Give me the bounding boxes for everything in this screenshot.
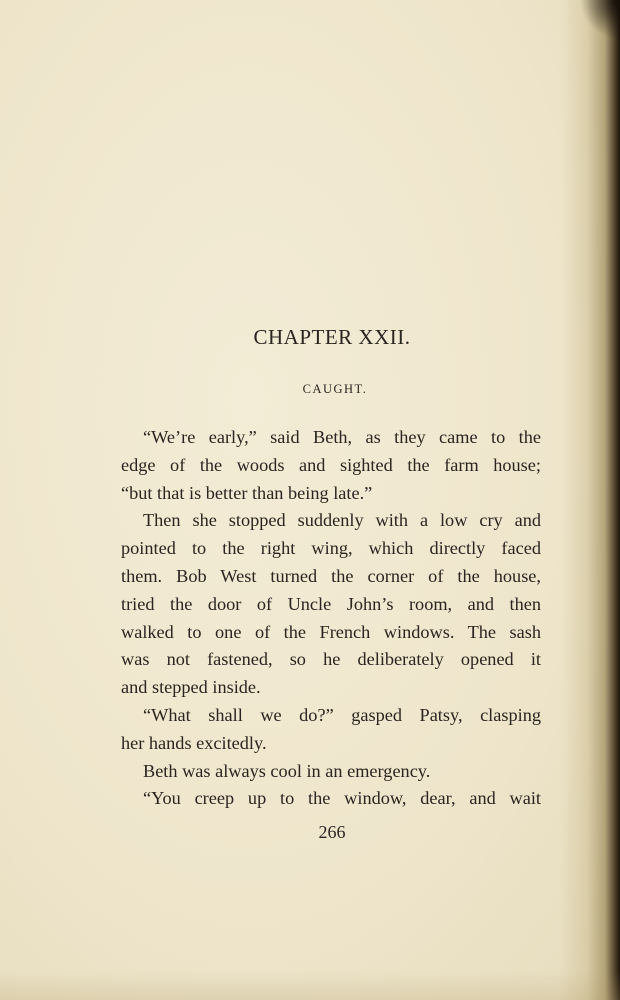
- text-line: her hands excitedly.: [121, 732, 267, 753]
- chapter-heading: [0, 325, 620, 350]
- text-line: “What shall we do?” gasped Patsy, clasping: [143, 704, 541, 725]
- text-line: Beth was always cool in an emergency.: [143, 760, 431, 781]
- book-spine-shadow: [560, 0, 620, 1000]
- page-number-wrap: [0, 822, 620, 843]
- text-line: “but that is better than being late.”: [121, 482, 373, 503]
- text-line: “You creep up to the window, dear, and wait: [143, 788, 541, 809]
- body-text: [121, 424, 541, 813]
- text-line: them. Bob West turned the corner of the house,: [121, 565, 541, 586]
- page-number: 266: [318, 822, 346, 842]
- corner-shadow: [580, 0, 620, 40]
- chapter-subtitle-wrap: [0, 382, 620, 397]
- chapter-title: CHAPTER XXII.: [253, 325, 411, 349]
- chapter-subtitle: CAUGHT.: [302, 382, 368, 396]
- text-line: and stepped inside.: [121, 677, 261, 698]
- page-bottom-edge: [0, 970, 620, 1000]
- text-line: Then she stopped suddenly with a low cry and: [143, 510, 541, 531]
- text-line: pointed to the right wing, which directly faced: [121, 538, 541, 559]
- text-line: walked to one of the French windows. The sash: [121, 621, 541, 642]
- text-line: edge of the woods and sighted the farm house;: [121, 454, 541, 475]
- text-line: “We’re early,” said Beth, as they came to the: [143, 427, 541, 447]
- text-line: was not fastened, so he deliberately opened it: [121, 649, 541, 670]
- text-line: tried the door of Uncle John’s room, and then: [121, 593, 541, 614]
